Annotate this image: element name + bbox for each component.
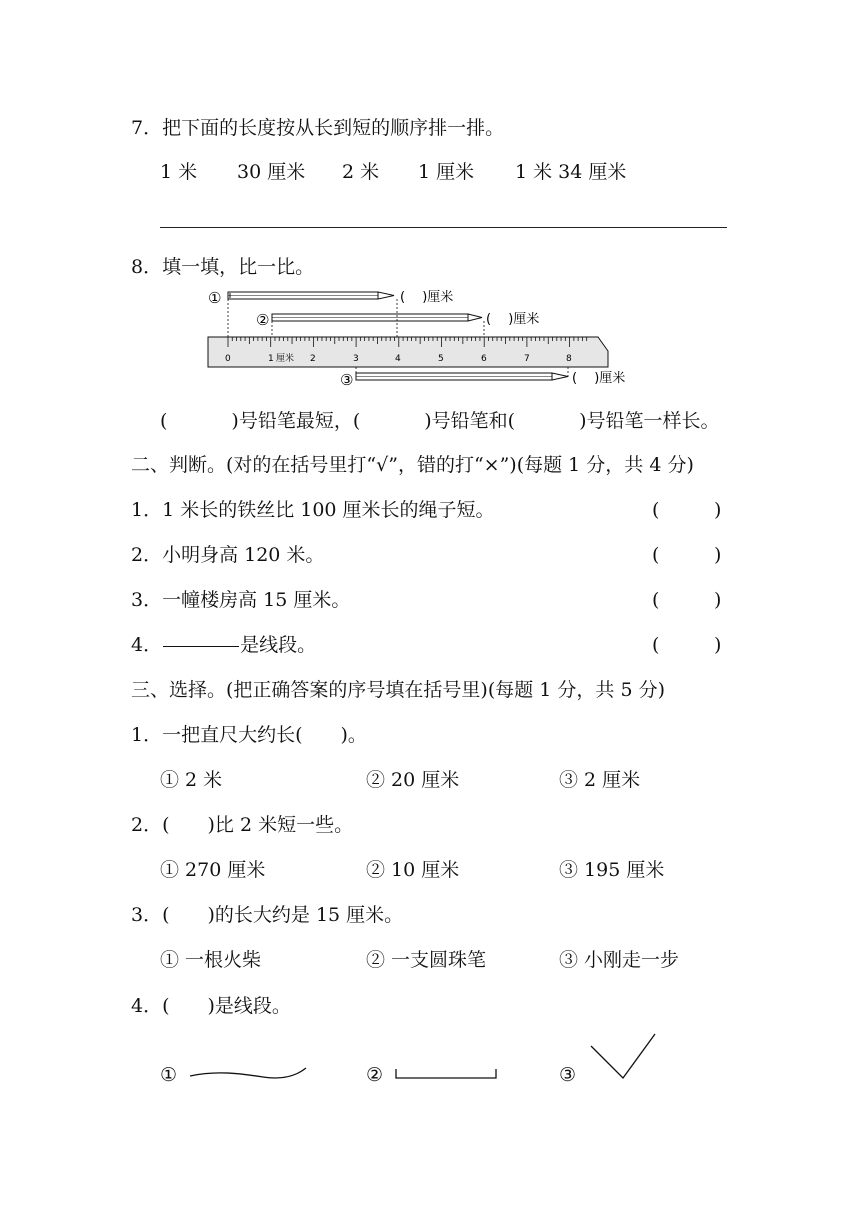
bracket-open: ( xyxy=(652,499,660,521)
segment-figure xyxy=(394,1066,500,1082)
q7-item: 30 厘米 xyxy=(237,161,306,183)
ruler-tick-label: 2 xyxy=(310,354,316,364)
pencil-2 xyxy=(272,314,482,321)
ruler-tick-label: 7 xyxy=(524,354,530,364)
q7-item: 1 厘米 xyxy=(418,161,475,183)
bracket-close: ) xyxy=(714,499,722,521)
bracket-close: ) xyxy=(714,544,722,566)
segment-figure xyxy=(163,646,239,647)
ruler-tick-label: 1 xyxy=(268,354,274,364)
pencil-2-blank: ( )厘米 xyxy=(486,312,540,327)
item-number: 4． xyxy=(131,634,163,656)
choice-option[interactable]: ② 20 厘米 xyxy=(366,769,460,791)
ruler-tick-label: 5 xyxy=(438,354,444,364)
choice-option[interactable]: ① 2 米 xyxy=(160,769,223,791)
bracket-open: ( xyxy=(652,634,660,656)
pencil-3 xyxy=(356,373,568,380)
choice-option[interactable]: ③ xyxy=(559,1064,577,1086)
choice-option[interactable]: ③ 195 厘米 xyxy=(559,859,665,881)
judge-item-1: 1．1 米长的铁丝比 100 厘米长的绳子短。 xyxy=(131,499,495,521)
choice-option[interactable]: ② 10 厘米 xyxy=(366,859,460,881)
bracket-close: ) xyxy=(714,589,722,611)
q7-answer-line[interactable] xyxy=(160,227,727,228)
q8-sentence xyxy=(160,409,720,433)
sentence-part: )号铅笔和( xyxy=(424,410,516,432)
choice-q1: 1．一把直尺大约长( )。 xyxy=(131,724,367,746)
choice-q3: 3．( )的长大约是 15 厘米。 xyxy=(131,904,404,926)
q7-title: 7．把下面的长度按从长到短的顺序排一排。 xyxy=(131,117,505,139)
pencil-3-blank: ( )厘米 xyxy=(572,371,626,386)
q7-item: 1 米 xyxy=(160,161,198,183)
choice-option[interactable]: ① 270 厘米 xyxy=(160,859,266,881)
choice-option[interactable]: ② 一支圆珠笔 xyxy=(366,949,487,971)
bracket-open: ( xyxy=(652,589,660,611)
pencil-1-label: ① xyxy=(208,289,222,307)
bracket-open: ( xyxy=(160,410,168,432)
pencil-1-blank: ( )厘米 xyxy=(400,290,454,305)
choice-option[interactable]: ① 一根火柴 xyxy=(160,949,262,971)
q8-title: 8．填一填，比一比。 xyxy=(131,256,315,278)
pencil-ruler-figure xyxy=(200,285,660,390)
curved-line-figure xyxy=(188,1064,310,1084)
q7-item: 2 米 xyxy=(342,161,380,183)
judge-answer-1[interactable] xyxy=(662,498,712,522)
ruler xyxy=(208,337,608,367)
choice-option[interactable]: ③ 2 厘米 xyxy=(559,769,641,791)
ruler-unit-label: 厘米 xyxy=(276,354,295,364)
ruler-tick-label: 6 xyxy=(481,354,487,364)
judge-answer-4[interactable] xyxy=(662,633,712,657)
bracket-close: ) xyxy=(714,634,722,656)
ruler-tick-label: 3 xyxy=(353,354,359,364)
choice-q4: 4．( )是线段。 xyxy=(131,995,291,1017)
ruler-tick-label: 0 xyxy=(225,354,231,364)
q7-item: 1 米 34 厘米 xyxy=(515,161,627,183)
section3-heading: 三、选择。(把正确答案的序号填在括号里)(每题 1 分，共 5 分) xyxy=(131,679,665,701)
ruler-tick-label: 8 xyxy=(566,354,572,364)
sentence-part: )号铅笔一样长。 xyxy=(579,410,720,432)
judge-answer-3[interactable] xyxy=(662,588,712,612)
sentence-part: )号铅笔最短，( xyxy=(231,410,361,432)
judge-answer-2[interactable] xyxy=(662,543,712,567)
pencil-3-label: ③ xyxy=(340,371,354,389)
pencil-2-label: ② xyxy=(256,311,270,329)
choice-q2: 2．( )比 2 米短一些。 xyxy=(131,814,354,836)
bracket-open: ( xyxy=(652,544,660,566)
section2-heading: 二、判断。(对的在括号里打“√”，错的打“×”)(每题 1 分，共 4 分) xyxy=(131,454,694,476)
choice-option[interactable]: ① xyxy=(160,1064,178,1086)
choice-option[interactable]: ③ 小刚走一步 xyxy=(559,949,680,971)
judge-item-3: 3．一幢楼房高 15 厘米。 xyxy=(131,589,351,611)
judge-item-4 xyxy=(131,633,316,657)
ruler-tick-label: 4 xyxy=(395,354,401,364)
judge-item-2: 2．小明身高 120 米。 xyxy=(131,544,325,566)
choice-option[interactable]: ② xyxy=(366,1064,384,1086)
item-text: 是线段。 xyxy=(240,634,317,656)
pencil-1 xyxy=(228,292,394,299)
angle-figure xyxy=(588,1030,658,1082)
